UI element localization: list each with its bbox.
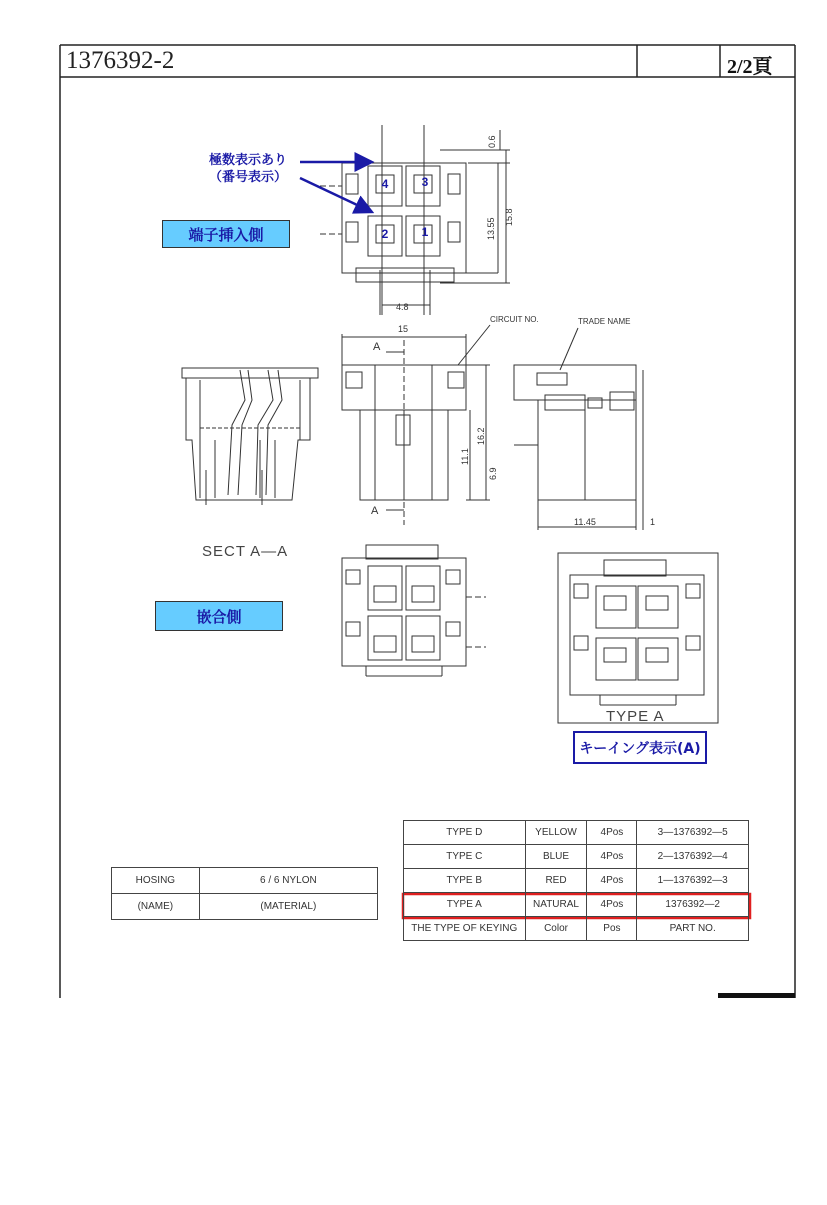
section-title: SECT A—A	[202, 543, 289, 560]
section-marker-bottom: A	[371, 505, 379, 517]
color-header: Color	[525, 917, 587, 941]
mating-side-label: 嵌合側	[155, 601, 283, 631]
dim-6-9: 6.9	[488, 467, 498, 480]
dim-4-8: 4.8	[396, 302, 409, 312]
color-cell: YELLOW	[525, 821, 587, 845]
cavity-number: 2	[381, 227, 389, 241]
type-cell: TYPE D	[404, 821, 526, 845]
name-header: (NAME)	[112, 894, 200, 920]
dim-15: 15	[398, 324, 409, 334]
table-header-row	[112, 894, 378, 920]
page-indicator: 2/2頁	[727, 56, 773, 78]
dim-11-1: 11.1	[460, 448, 470, 465]
keying-table	[403, 820, 749, 941]
dim-15-8: 15.8	[504, 208, 514, 226]
pole-note-line2: （番号表示）	[208, 170, 287, 185]
part-cell: 1376392—2	[637, 893, 749, 917]
table-row	[404, 869, 749, 893]
part-cell: 2—1376392—4	[637, 845, 749, 869]
table-header-row	[404, 917, 749, 941]
dim-1: 1	[650, 517, 656, 527]
part-cell: 3—1376392—5	[637, 821, 749, 845]
mating-view	[342, 545, 486, 676]
keying-display-label: キーイング表示(A)	[573, 731, 707, 764]
pole-number-note	[198, 152, 298, 186]
section-view	[182, 368, 318, 505]
table-row	[112, 868, 378, 894]
material-cell: 6 / 6 NYLON	[199, 868, 377, 894]
material-header: (MATERIAL)	[199, 894, 377, 920]
color-cell: NATURAL	[525, 893, 587, 917]
pos-cell: 4Pos	[587, 821, 637, 845]
rear-view	[320, 125, 510, 315]
cavity-number: 1	[421, 225, 429, 239]
type-cell: TYPE C	[404, 845, 526, 869]
trade-name-callout: TRADE NAME	[578, 317, 631, 326]
dim-13-55: 13.55	[486, 217, 496, 240]
front-view	[342, 325, 490, 525]
part-number-title: 1376392-2	[66, 47, 175, 74]
pos-cell: 4Pos	[587, 869, 637, 893]
side-view	[514, 328, 643, 530]
type-cell: TYPE A	[404, 893, 526, 917]
table-row	[404, 845, 749, 869]
color-cell: BLUE	[525, 845, 587, 869]
pos-cell: 4Pos	[587, 893, 637, 917]
material-table	[111, 867, 378, 920]
pole-note-line1: 極数表示あり	[208, 153, 287, 168]
part-cell: 1—1376392—3	[637, 869, 749, 893]
type-header: THE TYPE OF KEYING	[404, 917, 526, 941]
cavity-number: 4	[381, 177, 389, 191]
dim-11-45: 11.45	[574, 517, 596, 527]
pos-cell: 4Pos	[587, 845, 637, 869]
type-a-detail	[558, 553, 718, 723]
circuit-no-callout: CIRCUIT NO.	[490, 315, 539, 324]
type-a-caption: TYPE A	[606, 708, 665, 725]
name-cell: HOSING	[112, 868, 200, 894]
dim-0-6: 0.6	[487, 135, 497, 148]
type-cell: TYPE B	[404, 869, 526, 893]
table-row	[404, 821, 749, 845]
color-cell: RED	[525, 869, 587, 893]
table-row	[404, 893, 749, 917]
dim-16-2: 16.2	[476, 427, 486, 445]
part-header: PART NO.	[637, 917, 749, 941]
cavity-number: 3	[421, 175, 429, 189]
pos-header: Pos	[587, 917, 637, 941]
section-marker-top: A	[373, 341, 381, 353]
terminal-side-label: 端子挿入側	[162, 220, 290, 248]
